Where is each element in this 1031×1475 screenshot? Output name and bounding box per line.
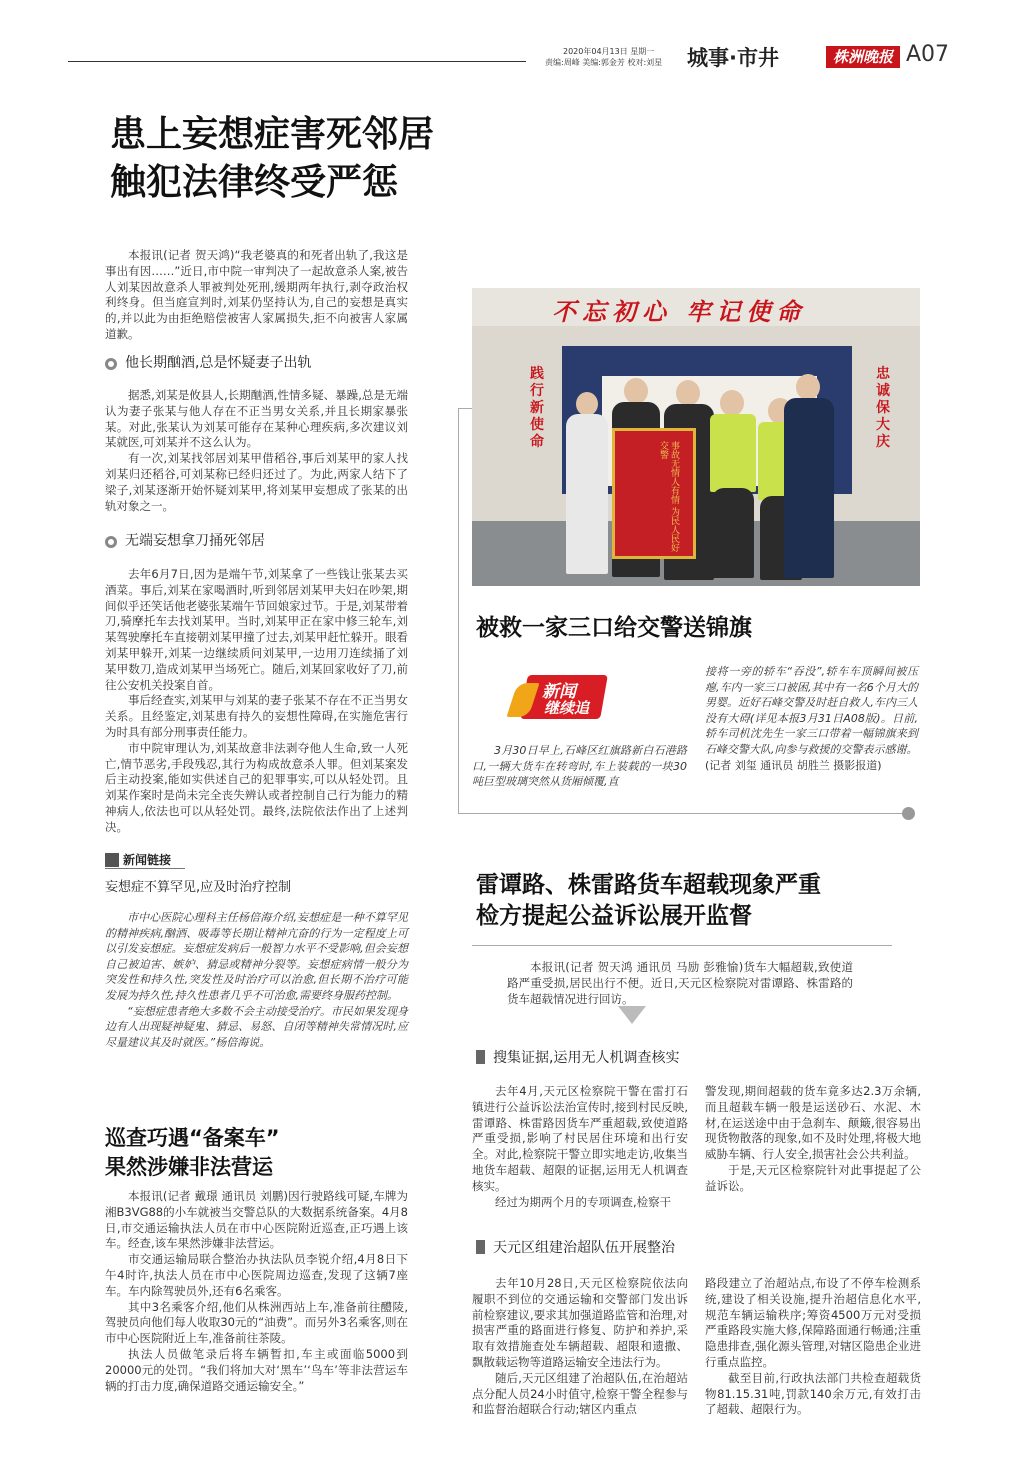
article3-col1 xyxy=(472,743,687,790)
photo-banner xyxy=(472,288,920,326)
article1-s2-p1: 去年6月7日,因为是端午节,刘某拿了一些钱让张某去买酒菜。事后,刘某在家喝酒时,听到邻居刘某甲夫妇在吵架,期间似乎还笑话他老婆张某端午节回娘家过节。于是,刘某带着刀,骑摩托车去找刘某甲。当时,刘某甲正在家中修三轮车,刘某驾驶摩托车直接朝刘某甲撞了过去,刘某甲赶忙躲开。眼看刘某甲躲开,刘某一边继续质问刘某甲,一边用刀连续捅了刘某甲数刀,造成刘某甲当场死亡。随后,刘某回家收好了刀,前往公安机关投案自首。 xyxy=(105,567,408,692)
article1-s1-p2: 有一次,刘某找邻居刘某甲借稻谷,事后刘某甲的家人找刘某归还稻谷,可刘某称已经归还过了。为此,两家人结下了梁子,刘某逐渐开始怀疑刘某甲,将刘某甲妄想成了张某的出轨对象之一。 xyxy=(105,451,408,513)
person-head xyxy=(796,374,820,400)
article4-s1-col1-p2: 经过为期两个月的专项调查,检察干 xyxy=(495,1194,672,1209)
article4-s1-col2-p1: 警发现,期间超载的货车竟多达2.3万余辆,而且超载车辆一般是运送砂石、水泥、木材,在运送途中由于急刹车、颠簸,很容易出现货物散落的现象,如不及时处理,将极大地威胁车辆、行人安全,损害社会公共利益。 xyxy=(705,1084,921,1162)
article1-title-line1: 患上妄想症害死邻居 xyxy=(110,114,435,155)
officer-4 xyxy=(784,398,834,578)
news-link-subtitle: 妄想症不算罕见,应及时治疗控制 xyxy=(105,880,292,895)
callout-line xyxy=(458,813,908,814)
person-head xyxy=(576,392,598,416)
bar-bullet-icon xyxy=(476,1240,485,1254)
article3-col2-text: 接将一旁的轿车“吞没”,轿车车顶瞬间被压瘪,车内一家三口被困,其中有一名6个月大的男婴。近好石峰交警及时赶自救人,车内三人没有大碍(详见本报3月31日A08版)。日前,轿车司机沈先生一家三口带着一幅锦旗来到石峰交警大队,向参与救援的交警表示感谢。 xyxy=(705,665,918,756)
article1-subhead2-text: 无端妄想拿刀捅死邻居 xyxy=(125,533,265,549)
section-name: 城事·市井 xyxy=(687,46,779,70)
article2-p1: 本报讯(记者 戴璟 通讯员 刘鹏)因行驶路线可疑,车牌为湘B3VG88的小车就被当交警总队的大数据系统备案。4月8日,市交通运输执法人员在市中心医院附近巡查,正巧遇上该车。经查,该车果然涉嫌非法营运。 xyxy=(105,1189,408,1251)
photo-left-slogan: 践行新使命 xyxy=(530,366,544,450)
photo-banner-text: 不忘初心 牢记使命 xyxy=(552,298,807,326)
article1-s2-p2: 事后经查实,刘某甲与刘某的妻子张某不存在不正当男女关系。且经鉴定,刘某患有持久的妄想性障碍,在实施危害行为时具有部分刑事责任能力。 xyxy=(105,693,408,739)
article2-p4: 执法人员做笔录后将车辆暂扣,车主或面临5000到20000元的处罚。“我们将加大对‘黑车’‘鸟车’等非法营运车辆的打击力度,确保道路交通运输安全。” xyxy=(105,1346,408,1393)
article1-section2 xyxy=(105,567,408,836)
lead-pointer-icon xyxy=(618,1006,646,1024)
article4-s2-col1-p1: 去年10月28日,天元区检察院依法向履职不到位的交通运输和交警部门发出诉前检察建议,要求其加强道路监管和治理,对损害严重的路面进行修复、防护和养护,采取有效措施查处车辆超载、超限和遗撒、飘散载运物等道路运输安全违法行为。 xyxy=(472,1276,688,1369)
bar-bullet-icon xyxy=(476,1050,485,1064)
news-link-rule xyxy=(105,868,185,869)
news-link-label xyxy=(105,851,171,868)
officer-vest xyxy=(710,414,756,492)
article1-subhead2 xyxy=(105,531,265,551)
officer-2 xyxy=(712,488,754,578)
article4-s2-col2-p1: 路段建立了治超站点,布设了不停车检测系统,建设了相关设施,提升治超信息化水平,规范车辆运输秩序;筹资4500万元对受损严重路段实施大修,保障路面通行畅通;注重隐患排查,强化源头管理,对辖区隐患企业进行重点监控。 xyxy=(705,1276,921,1369)
circle-bullet-icon xyxy=(105,536,117,548)
news-follow-up-logo xyxy=(508,669,604,723)
callout-line xyxy=(458,408,472,409)
article2-p2: 市交通运输局联合整治办执法队员李锐介绍,4月8日下午4时许,执法人员在市中心医院周边巡查,发现了这辆7座车。车内除驾驶员外,还有6名乘客。 xyxy=(105,1252,408,1298)
article2-title-line1: 巡查巧遇“备案车” xyxy=(105,1126,280,1150)
callout-line xyxy=(458,408,459,813)
news-logo-text2: 继续追 xyxy=(544,699,590,717)
article1-section1 xyxy=(105,388,408,514)
article4-subhead2 xyxy=(476,1238,675,1258)
news-link-p1: 市中心医院心理科主任杨倍海介绍,妄想症是一种不算罕见的精神疾病,酗酒、吸毒等长期让精神亢奋的行为一定程度上可以引发妄想症。妄想症发病后一般智力水平不受影响,但会妄想自己被迫害、嫉妒、猜忌或精神分裂等。妄想症病情一般分为突发性和持久性,突发性及时治疗可以治愈,但长期不治疗可能发展为持久性,持久性患者几乎不可治愈,需要终身服药控制。 xyxy=(105,911,408,1002)
article4-title-line1: 雷谭路、株雷路货车超载现象严重 xyxy=(476,872,821,898)
article1-subhead1-text: 他长期酗酒,总是怀疑妻子出轨 xyxy=(125,355,312,371)
news-link-label-text: 新闻链接 xyxy=(123,853,172,867)
page-number: A07 xyxy=(906,42,950,67)
news-link-body xyxy=(105,910,408,1050)
article4-subhead2-text: 天元区组建治超队伍开展整治 xyxy=(493,1240,675,1256)
pennant-text: 事故无情人有情 为民人民好交警 xyxy=(658,441,679,552)
article3-col2 xyxy=(705,664,918,773)
article4-s2-col1-p2: 随后,天元区组建了治超队伍,在治超站点分配人员24小时值守,检察干警全程参与和监督治超联合行动;辖区内重点 xyxy=(472,1370,688,1417)
article4-s2-col1 xyxy=(472,1276,688,1418)
article4-s1-col1 xyxy=(472,1084,688,1210)
article3-col1-text: 3月30日早上,石峰区红旗路新白石港路口,一辆大货车在转弯时,车上装载的一块30吨巨型玻璃突然从货厢倾覆,直 xyxy=(472,744,687,789)
person-head xyxy=(624,378,648,404)
article1-lead-text: 本报讯(记者 贺天鸿)“我老婆真的和死者出轨了,我这是事出有因……”近日,市中院一审判决了一起故意杀人案,被告人刘某因故意杀人罪被判处死刑,缓期两年执行,剥夺政治权利终身。但当庭宣判时,刘某仍坚持认为,自己的妄想是真实的,并以此为由拒绝赔偿被害人家属损失,拒不向被害人家属道歉。 xyxy=(105,248,408,341)
article3-title: 被救一家三口给交警送锦旗 xyxy=(476,615,752,641)
person-head xyxy=(676,380,700,406)
article1-title-line2: 触犯法律终受严惩 xyxy=(110,162,399,203)
article2-p3: 其中3名乘客介绍,他们从株洲西站上车,准备前往醴陵,驾驶员向他们每人收取30元的“油费”。而另外3名乘客,则在市中心医院附近上车,准备前往茶陵。 xyxy=(105,1299,408,1346)
article4-s2-col2 xyxy=(705,1276,921,1418)
header-rule xyxy=(68,61,526,62)
circle-bullet-icon xyxy=(105,358,117,370)
article2-title-line2: 果然涉嫌非法营运 xyxy=(105,1155,273,1179)
issue-date: 2020年04月13日 星期一 xyxy=(563,47,655,56)
pennant-banner xyxy=(612,428,696,559)
article4-subhead1 xyxy=(476,1048,679,1068)
callout-dot-icon xyxy=(902,807,915,820)
article3-credit: (记者 刘玺 通讯员 胡胜兰 摄影报道) xyxy=(705,758,882,772)
article4-s2-col2-p2: 截至目前,行政执法部门共检查超载货物81.15.31吨,罚款140余万元,有效打击了超载、超限行为。 xyxy=(705,1370,921,1417)
article1-s2-p3: 市中院审理认为,刘某故意非法剥夺他人生命,致一人死亡,情节恶劣,手段残忍,其行为构成故意杀人罪。但刘某案发后主动投案,能如实供述自己的犯罪事实,可以从轻处罚。且刘某作案时是尚未完全丧失辨认或者控制自己行为能力的精神病人,依法也可以从轻处罚。最终,法院依法作出了上述判决。 xyxy=(105,740,408,834)
article4-lead-text: 本报讯(记者 贺天鸿 通讯员 马励 彭雅愉)货车大幅超载,致使道路严重受损,居民出行不便。近日,天元区检察院对雷谭路、株雷路的货车超载情况进行回访。 xyxy=(507,960,853,1006)
article1-lead xyxy=(105,248,408,343)
article1-s1-p1: 据悉,刘某是攸县人,长期酗酒,性情多疑、暴躁,总是无端认为妻子张某与他人存在不正当男女关系,并且长期家暴张某。对此,张某认为刘某可能存在某种心理疾病,多次建议刘某就医,可刘某并不这么认为。 xyxy=(105,388,408,450)
article4-title-line2: 检方提起公益诉讼展开监督 xyxy=(476,903,752,929)
article4-s1-col1-p1: 去年4月,天元区检察院干警在雷打石镇进行公益诉讼法治宣传时,接到村民反映,雷谭路、株雷路因货车严重超载,致使道路严重受损,影响了村民居住环境和出行安全。对此,检察院干警立即实地走访,收集当地货车超载、超限的证据,运用无人机调查核实。 xyxy=(472,1084,688,1193)
person-mother xyxy=(566,414,608,574)
news-link-p2: “妄想症患者绝大多数不会主动接受治疗。市民如果发现身边有人出现疑神疑鬼、猜忌、易怒、自闭等精神失常情况时,应尽量建议其及时就医。”杨倍海说。 xyxy=(105,1004,408,1049)
news-logo-text1: 新闻 xyxy=(542,682,576,702)
photo-right-slogan: 忠诚保大庆 xyxy=(876,366,890,450)
article4-lead xyxy=(507,960,853,1007)
editor-credits: 责编:周峰 美编:郭金芳 校对:刘星 xyxy=(545,58,663,67)
person-head xyxy=(720,390,744,416)
article4-s1-col2 xyxy=(705,1084,921,1195)
article1-subhead1 xyxy=(105,353,311,373)
article2-body xyxy=(105,1189,408,1394)
article4-s1-col2-p2: 于是,天元区检察院针对此事提起了公益诉讼。 xyxy=(705,1162,921,1193)
news-photo xyxy=(472,288,920,586)
newspaper-logo: 株洲晚报 xyxy=(826,46,900,68)
arrow-icon xyxy=(105,853,119,867)
article4-subhead1-text: 搜集证据,运用无人机调查核实 xyxy=(493,1050,680,1066)
